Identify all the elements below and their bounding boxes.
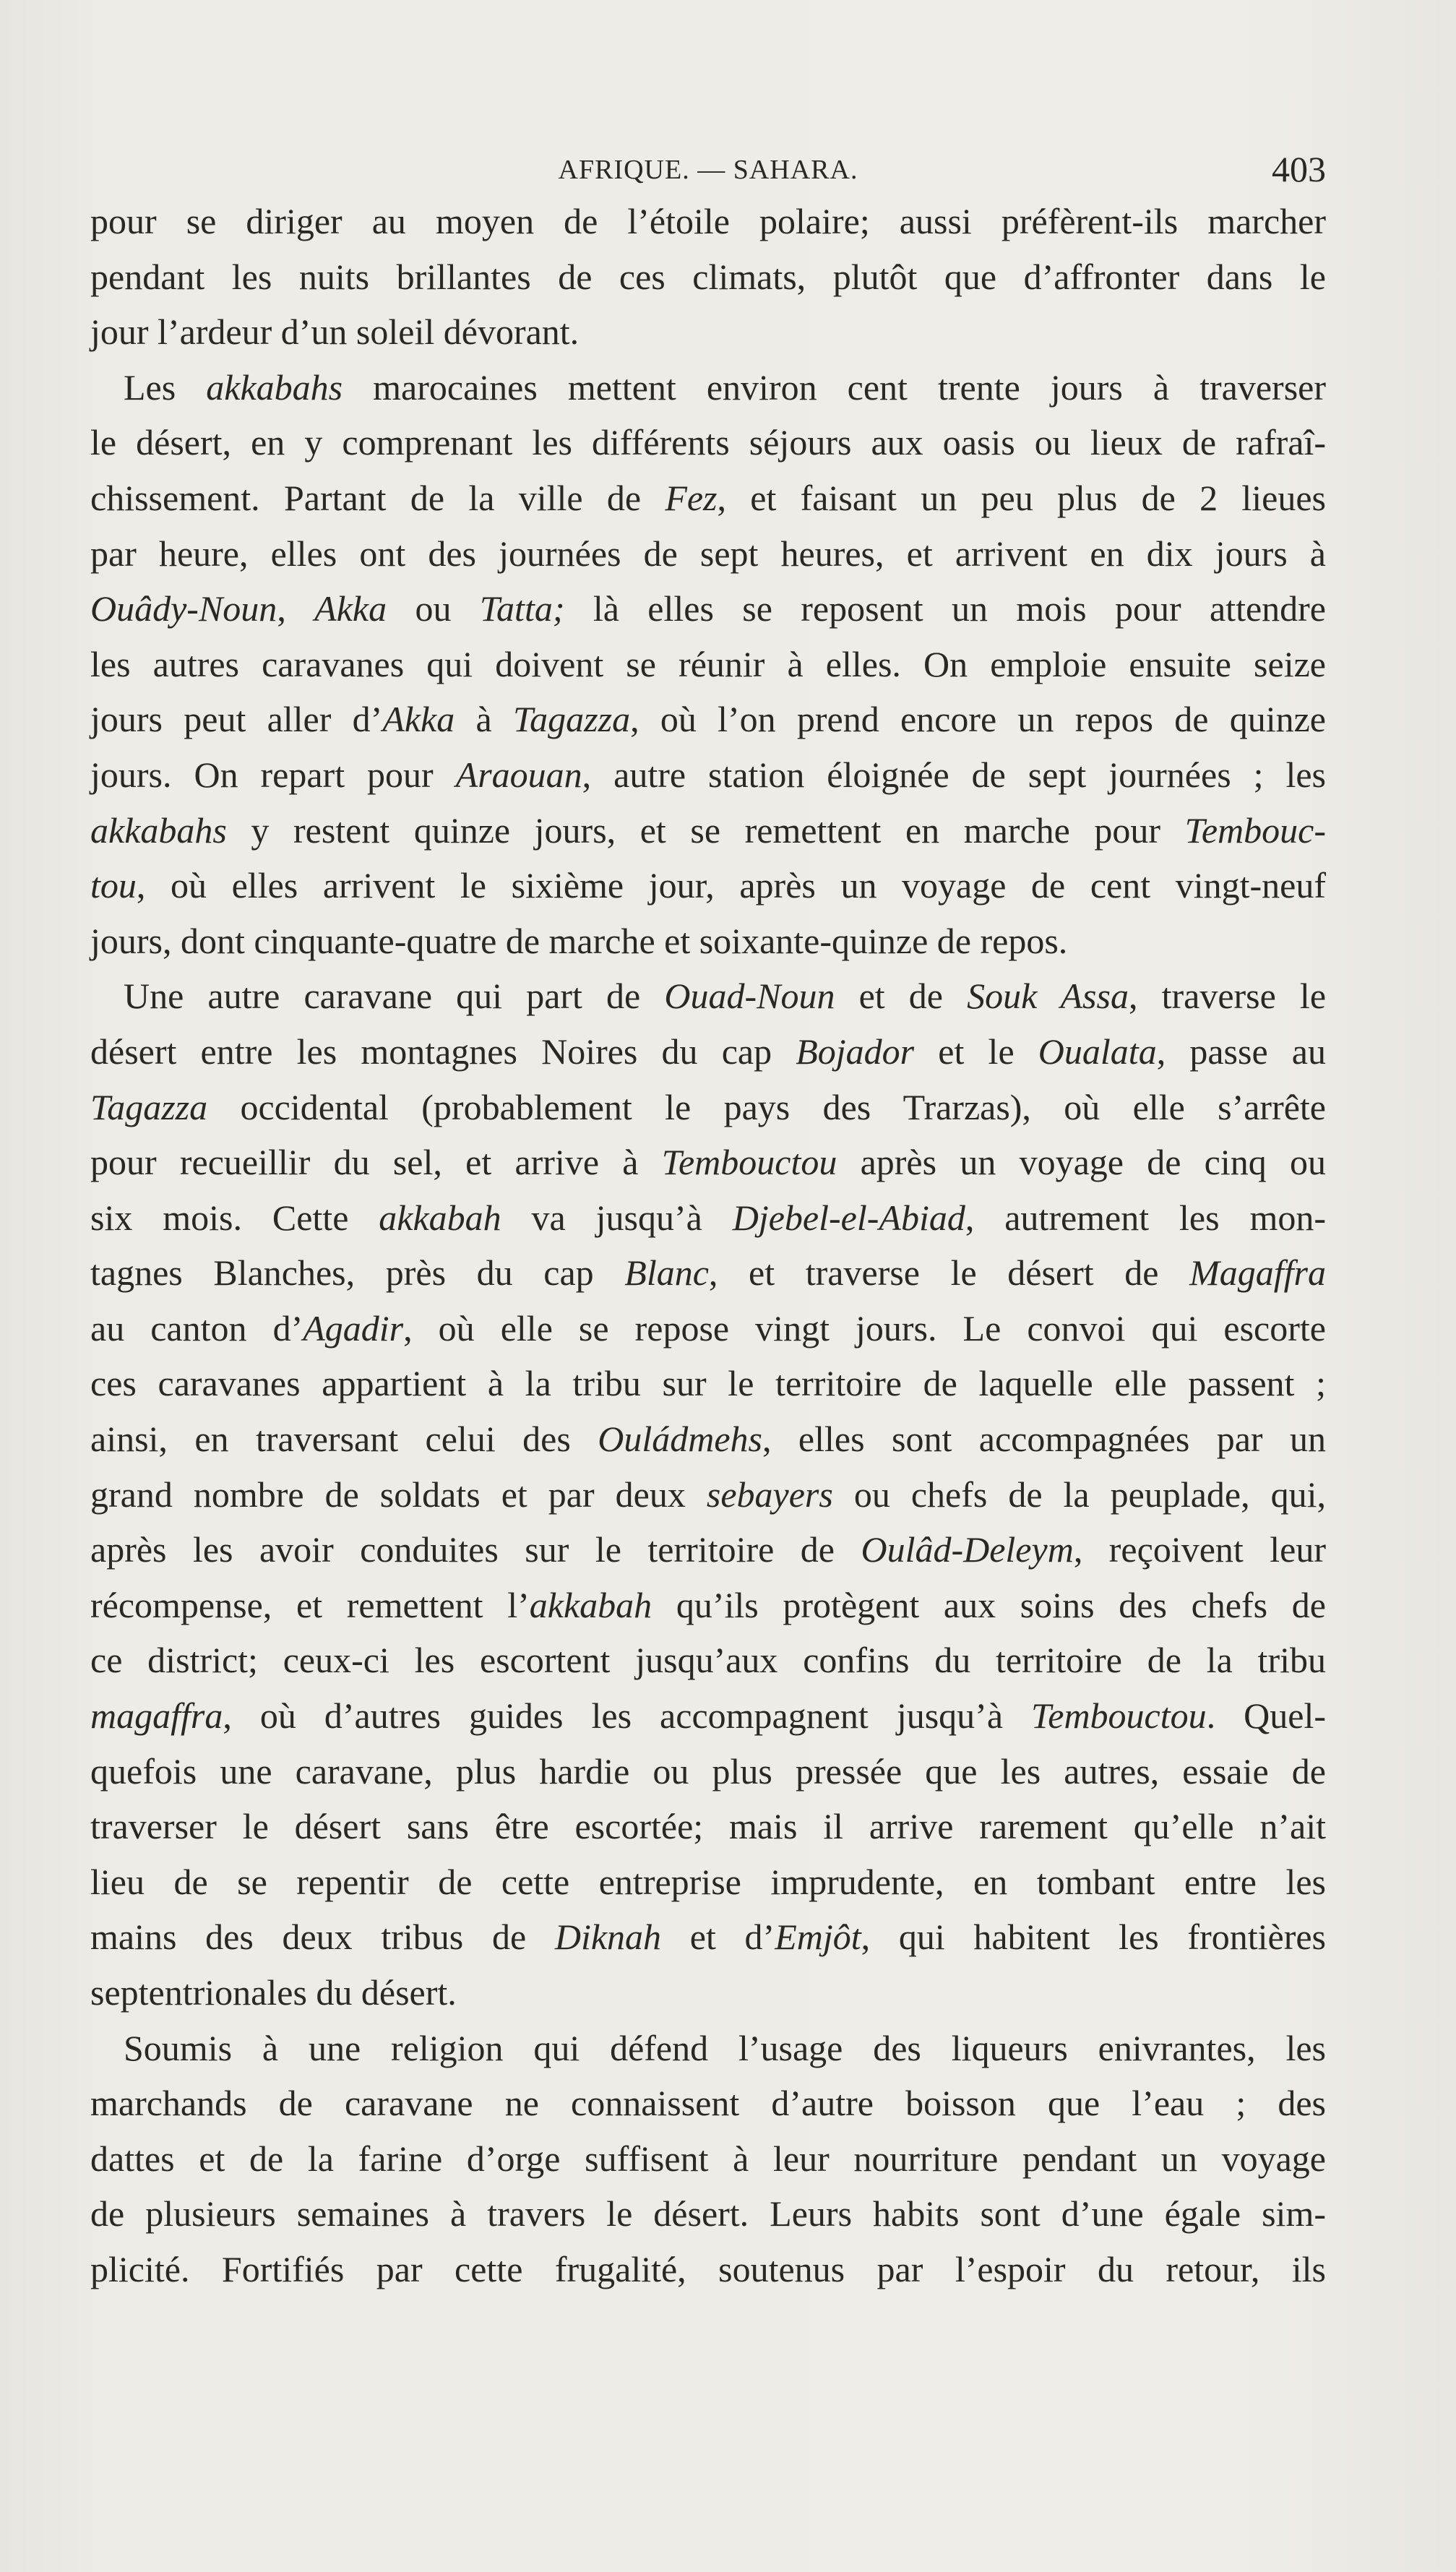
italic-term: akkabah (529, 1584, 652, 1625)
italic-term: Araouan (455, 754, 582, 795)
text-line (90, 1356, 1326, 1411)
text-segment: désert entre les montagnes Noires du cap (90, 1031, 796, 1072)
italic-term: sebayers (706, 1474, 833, 1515)
italic-term: Emjôt (775, 1917, 861, 1958)
text-line (90, 2242, 1326, 2297)
text-segment: marchands de caravane ne connaissent d’autre boisson que l’eau ; des (90, 2083, 1326, 2124)
italic-term: Akka (382, 699, 455, 740)
text-segment: lieu de se repentir de cette entreprise imprudente, en tombant entre les (90, 1861, 1326, 1902)
text-segment: Les (124, 366, 207, 408)
text-line (90, 913, 1326, 969)
italic-term: Diknah (554, 1917, 662, 1958)
text-line (90, 2076, 1326, 2131)
italic-term: Oulâd-Deleym (861, 1529, 1074, 1570)
text-segment: tagnes Blanches, près du cap (90, 1252, 625, 1294)
text-line (90, 470, 1326, 526)
text-segment: jours peut aller d’ (90, 699, 383, 740)
text-segment: , (277, 588, 315, 629)
italic-term: Ouládmehs (598, 1419, 762, 1460)
text-segment: et le (914, 1031, 1038, 1072)
text-segment: ainsi, en traversant celui des (90, 1419, 598, 1460)
text-segment: , autre station éloignée de sept journées ; les (582, 754, 1326, 795)
text-line (90, 2186, 1326, 2242)
text-segment: occidental (probablement le pays des Trarzas), où elle s’arrête (207, 1086, 1326, 1127)
text-segment: ou (387, 588, 480, 629)
text-line (90, 747, 1326, 803)
text-line (90, 803, 1326, 859)
text-segment: , où d’autres guides les accompagnent jusqu’à (223, 1695, 1032, 1737)
text-segment: , qui habitent les frontières (861, 1917, 1327, 1958)
text-segment: grand nombre de soldats et par deux (90, 1474, 707, 1515)
text-segment: chissement. Partant de la ville de (90, 477, 665, 518)
italic-term: Ouad-Noun (664, 976, 835, 1017)
text-segment: pendant les nuits brillantes de ces climats, plutôt que d’affronter dans le (90, 256, 1326, 297)
text-line (90, 1744, 1326, 1799)
text-segment: et de (835, 976, 968, 1017)
italic-term: Magaffra (1189, 1252, 1326, 1294)
text-segment: les autres caravanes qui doivent se réunir à elles. On emploie ensuite seize (90, 643, 1326, 684)
italic-term: Tembouc- (1184, 809, 1326, 851)
text-segment: , elles sont accompagnées par un (762, 1419, 1326, 1460)
text-segment: dattes et de la farine d’orge suffisent à leur nourriture pendant un voyage (90, 2138, 1326, 2179)
running-title: AFRIQUE. — SAHARA. (558, 155, 858, 185)
text-segment: plicité. Fortifiés par cette frugalité, soutenus par l’espoir du retour, ils (90, 2248, 1326, 2289)
text-segment: va jusqu’à (501, 1197, 733, 1238)
italic-term: Tatta; (479, 588, 565, 629)
text-line (90, 858, 1326, 913)
text-segment: ce district; ceux-ci les escortent jusqu’aux confins du territoire de la tribu (90, 1640, 1326, 1681)
text-line (90, 1633, 1326, 1688)
text-segment: ces caravanes appartient à la tribu sur le territoire de laquelle elle passent ; (90, 1363, 1326, 1404)
text-line (90, 1080, 1326, 1135)
text-segment: septentrionales du désert. (90, 1972, 457, 2013)
text-line (90, 1799, 1326, 1854)
italic-term: akkabah (379, 1197, 501, 1238)
body-text (90, 194, 1326, 2297)
text-segment: Soumis à une religion qui défend l’usage des liqueurs enivrantes, les (124, 2027, 1326, 2068)
text-line (90, 249, 1326, 305)
text-segment: marocaines mettent environ cent trente jours à traverser (343, 366, 1326, 408)
text-line (90, 1245, 1326, 1301)
text-segment: , traverse le (1128, 976, 1327, 1017)
text-segment: après un voyage de cinq ou (837, 1142, 1326, 1183)
page-number: 403 (1272, 149, 1326, 189)
text-segment: là elles se reposent un mois pour attendre (564, 588, 1326, 629)
text-line (90, 1411, 1326, 1467)
italic-term: Blanc (624, 1252, 709, 1294)
text-line (90, 637, 1326, 692)
text-segment: , et faisant un peu plus de 2 lieues (717, 477, 1326, 518)
italic-term: akkabahs (206, 366, 343, 408)
italic-term: Djebel-el-Abiad (732, 1197, 965, 1238)
text-segment: et d’ (661, 1917, 775, 1958)
text-segment: jours, dont cinquante-quatre de marche et soixante-quinze de repos. (90, 920, 1068, 961)
italic-term: Tagazza (512, 699, 631, 740)
italic-term: Bojador (796, 1031, 915, 1072)
text-segment: , reçoivent leur (1073, 1529, 1327, 1570)
text-segment: six mois. Cette (90, 1197, 379, 1238)
text-line (90, 1522, 1326, 1578)
text-line (90, 526, 1326, 582)
italic-term: akkabahs (90, 809, 227, 851)
text-segment: jour l’ardeur d’un soleil dévorant. (90, 311, 580, 353)
italic-term: Tagazza (90, 1086, 208, 1127)
text-segment: mains des deux tribus de (90, 1917, 555, 1958)
text-segment: de plusieurs semaines à travers le désert. Leurs habits sont d’une égale sim- (90, 2193, 1326, 2235)
text-segment: quefois une caravane, plus hardie ou plus pressée que les autres, essaie de (90, 1750, 1326, 1792)
text-segment: le désert, en y comprenant les différents séjours aux oasis ou lieux de rafraî- (90, 422, 1326, 463)
italic-term: Tembouctou (661, 1142, 837, 1183)
text-line (90, 415, 1326, 470)
text-segment: , où l’on prend encore un repos de quinze (630, 699, 1326, 740)
text-segment: Une autre caravane qui part de (124, 976, 665, 1017)
text-segment: récompense, et remettent l’ (90, 1584, 530, 1625)
text-segment: traverser le désert sans être escortée; mais il arrive rarement qu’elle n’ait (90, 1806, 1326, 1847)
text-line (90, 1190, 1326, 1246)
text-segment: . Quel- (1206, 1695, 1326, 1737)
text-line (90, 1301, 1326, 1356)
italic-term: magaffra (90, 1695, 223, 1737)
italic-term: Akka (314, 588, 387, 629)
text-segment: ou chefs de la peuplade, qui, (832, 1474, 1327, 1515)
italic-term: Fez (665, 477, 718, 518)
text-segment: y restent quinze jours, et se remettent en marche pour (226, 809, 1185, 851)
text-line (90, 360, 1326, 416)
text-segment: pour recueillir du sel, et arrive à (90, 1142, 662, 1183)
text-line (90, 1024, 1326, 1080)
italic-term: Tembouctou (1031, 1695, 1207, 1737)
text-line (90, 1135, 1326, 1190)
text-segment: , autrement les mon- (965, 1197, 1326, 1238)
italic-term: Souk Assa (967, 976, 1129, 1017)
text-line (90, 1688, 1326, 1744)
text-segment: par heure, elles ont des journées de sept heures, et arrivent en dix jours à (90, 533, 1326, 574)
text-segment: après les avoir conduites sur le territoire de (90, 1529, 861, 1570)
text-segment: , où elles arrivent le sixième jour, après un voyage de cent vingt-neuf (136, 865, 1326, 906)
text-segment: à (455, 699, 513, 740)
text-segment: pour se diriger au moyen de l’étoile polaire; aussi préfèrent-ils marcher (90, 201, 1326, 241)
text-segment: , où elle se repose vingt jours. Le convoi qui escorte (403, 1307, 1326, 1349)
text-line (90, 1578, 1326, 1633)
text-segment: au canton d’ (90, 1307, 303, 1349)
text-line (90, 692, 1326, 747)
text-line (90, 968, 1326, 1024)
text-line (90, 1467, 1326, 1523)
italic-term: Agadir (303, 1307, 404, 1349)
text-line (90, 2021, 1326, 2076)
text-segment: , et traverse le désert de (708, 1252, 1190, 1294)
text-segment: jours. On repart pour (90, 754, 456, 795)
text-line (90, 1965, 1326, 2021)
text-line (90, 581, 1326, 637)
text-line (90, 194, 1326, 249)
text-line (90, 1854, 1326, 1910)
text-line (90, 1909, 1326, 1965)
italic-term: Oualata (1038, 1031, 1157, 1072)
text-line (90, 2131, 1326, 2187)
italic-term: Ouâdy-Noun (90, 588, 277, 629)
page-header (90, 148, 1326, 192)
text-segment: , passe au (1156, 1031, 1327, 1072)
italic-term: tou (90, 865, 137, 906)
text-line (90, 304, 1326, 360)
text-segment: qu’ils protègent aux soins des chefs de (652, 1584, 1326, 1625)
